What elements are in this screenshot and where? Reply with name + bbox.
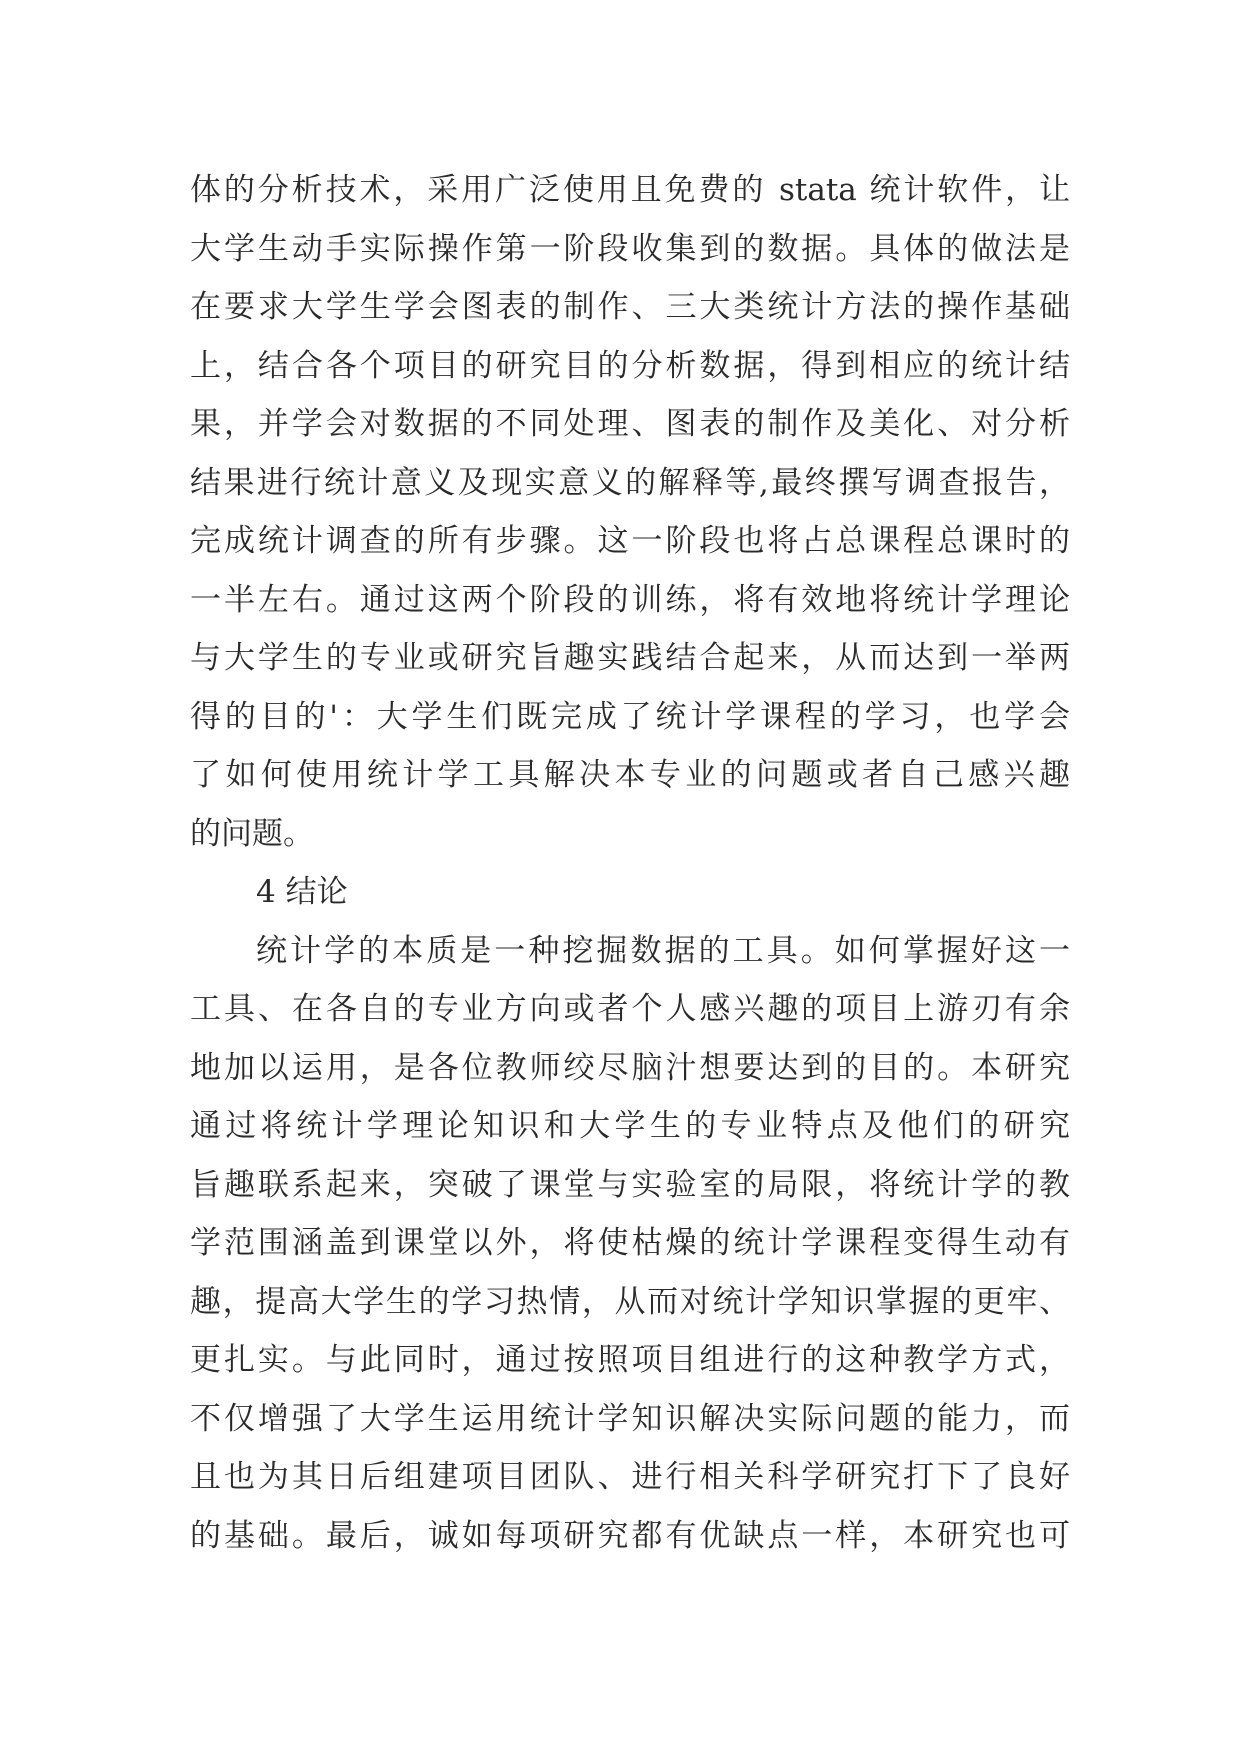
text-line: 了如何使用统计学工具解决本专业的问题或者自己感兴趣 (190, 757, 1070, 793)
text-line: 体的分析技术，采用广泛使用且免费的 stata 统计软件，让 (190, 172, 1070, 208)
text-line: 与大学生的专业或研究旨趣实践结合起来，从而达到一举两 (190, 640, 1070, 676)
text-line: 地加以运用，是各位教师绞尽脑汁想要达到的目的。本研究 (190, 1049, 1070, 1086)
section-heading: 4 结论 (256, 874, 348, 910)
text-line: 学范围涵盖到课堂以外，将使枯燥的统计学课程变得生动有 (190, 1225, 1070, 1261)
text-line: 得的目的'：大学生们既完成了统计学课程的学习，也学会 (190, 698, 1070, 735)
text-line: 大学生动手实际操作第一阶段收集到的数据。具体的做法是 (190, 230, 1070, 267)
text-line: 上，结合各个项目的研究目的分析数据，得到相应的统计结 (190, 347, 1070, 384)
text-line: 的基础。最后，诚如每项研究都有优缺点一样，本研究也可 (190, 1517, 1070, 1554)
text-line: 趣，提高大学生的学习热情，从而对统计学知识掌握的更牢、 (190, 1283, 1070, 1320)
body-text (190, 161, 1070, 1565)
paragraph-1 (190, 161, 1070, 863)
text-line: 统计学的本质是一种挖掘数据的工具。如何掌握好这一 (256, 932, 1070, 969)
text-line: 工具、在各自的专业方向或者个人感兴趣的项目上游刃有余 (190, 991, 1070, 1027)
text-line: 更扎实。与此同时，通过按照项目组进行的这种教学方式， (190, 1342, 1070, 1378)
text-line: 的问题。 (190, 815, 314, 852)
text-line: 通过将统计学理论知识和大学生的专业特点及他们的研究 (190, 1108, 1070, 1144)
text-line: 旨趣联系起来，突破了课堂与实验室的局限，将统计学的教 (190, 1166, 1070, 1203)
text-line: 不仅增强了大学生运用统计学知识解决实际问题的能力，而 (190, 1400, 1070, 1437)
text-line: 果，并学会对数据的不同处理、图表的制作及美化、对分析 (190, 406, 1070, 442)
text-line: 完成统计调查的所有步骤。这一阶段也将占总课程总课时的 (190, 523, 1070, 559)
paragraph-2 (190, 922, 1070, 1566)
text-line: 一半左右。通过这两个阶段的训练，将有效地将统计学理论 (190, 581, 1070, 618)
text-line: 且也为其日后组建项目团队、进行相关科学研究打下了良好 (190, 1459, 1070, 1495)
text-line: 在要求大学生学会图表的制作、三大类统计方法的操作基础 (190, 289, 1070, 325)
text-line: 结果进行统计意义及现实意义的解释等,最终撰写调查报告， (190, 464, 1070, 501)
